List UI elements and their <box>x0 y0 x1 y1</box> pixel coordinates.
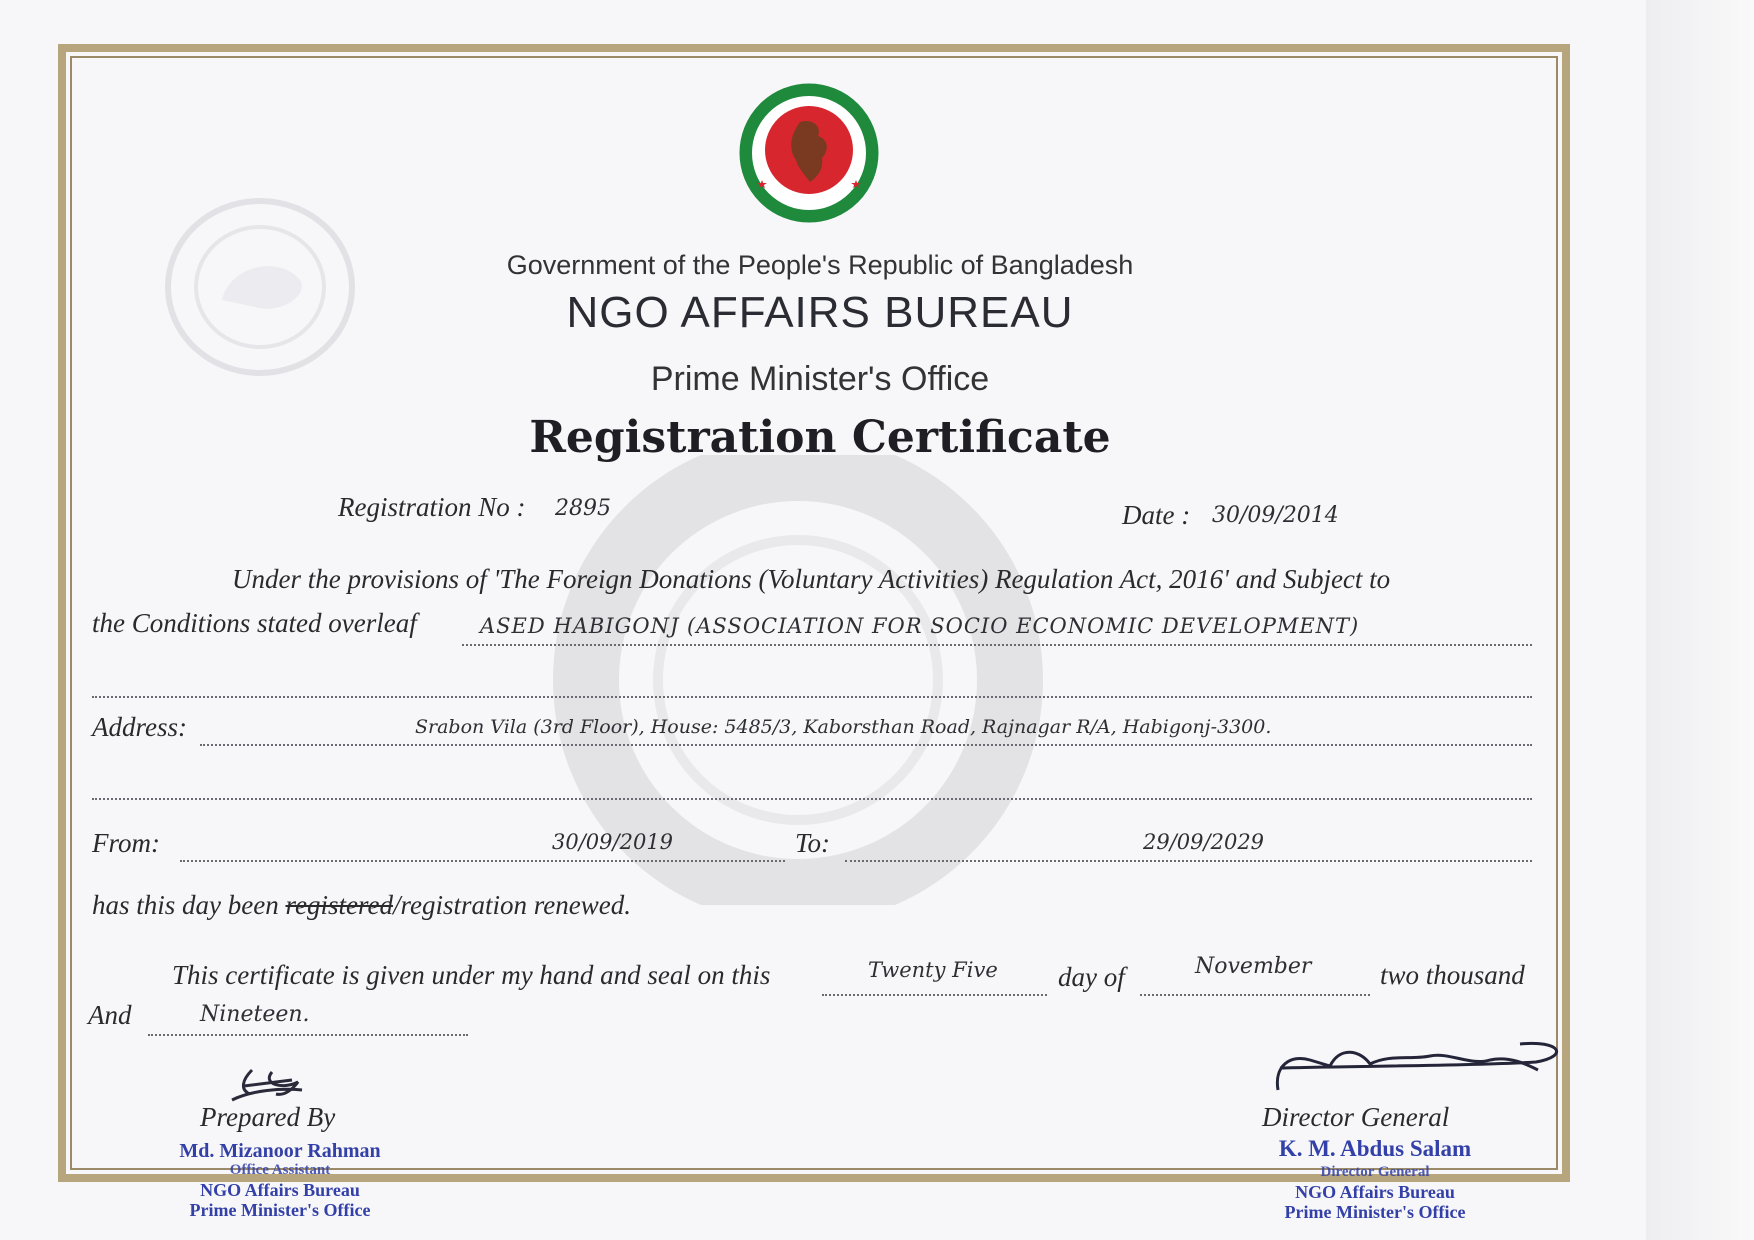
status-struck: registered <box>285 890 393 920</box>
conditions-label: the Conditions stated overleaf <box>92 608 417 638</box>
address-value: Srabon Vila (3rd Floor), House: 5485/3, Kaborsthan Road, Rajnagar R/A, Habigonj-3300. <box>415 716 1272 738</box>
year-value: Nineteen. <box>200 1002 310 1027</box>
dg-org: NGO Affairs Bureau <box>1295 1182 1455 1202</box>
government-title: Government of the People's Republic of Bangladesh <box>506 250 1134 280</box>
certificate-title: Registration Certificate <box>529 412 1111 463</box>
government-emblem-icon <box>738 82 880 224</box>
status-suffix: /registration renewed. <box>392 890 631 920</box>
from-line <box>180 860 785 862</box>
year-line <box>148 1034 468 1036</box>
dg-title: Director General <box>1320 1164 1430 1180</box>
prepared-org: NGO Affairs Bureau <box>200 1180 360 1200</box>
date-value: 30/09/2014 <box>1212 503 1339 528</box>
day-line <box>822 994 1047 996</box>
dg-signature-icon <box>1270 1036 1570 1096</box>
two-thousand-label: two thousand <box>1380 960 1525 990</box>
to-label: To: <box>795 828 831 858</box>
prepared-title: Office Assistant <box>229 1162 331 1178</box>
address-label: Address: <box>92 712 187 742</box>
organization-name: ASED HABIGONJ (ASSOCIATION FOR SOCIO ECONOMIC DEVELOPMENT) <box>480 614 1360 638</box>
office-title: Prime Minister's Office <box>650 360 990 398</box>
registration-no-label: Registration No : <box>338 492 526 522</box>
provisions-text: Under the provisions of 'The Foreign Donations (Voluntary Activities) Regulation Act, 2016' and Subject to <box>232 564 1391 594</box>
to-value: 29/09/2029 <box>1143 830 1265 854</box>
month-line <box>1140 994 1370 996</box>
dg-name: K. M. Abdus Salam <box>1278 1136 1472 1161</box>
from-label: From: <box>92 828 160 858</box>
bureau-title: NGO AFFAIRS BUREAU <box>566 288 1074 337</box>
organization-line-2 <box>92 696 1532 698</box>
organization-line <box>462 644 1532 646</box>
address-line-2 <box>92 798 1532 800</box>
day-value: Twenty Five <box>868 958 998 982</box>
status-text <box>92 890 631 921</box>
registration-no-value: 2895 <box>555 496 611 521</box>
prepared-by-label: Prepared By <box>200 1102 336 1132</box>
month-value: November <box>1195 954 1312 979</box>
prepared-name: Md. Mizanoor Rahman <box>179 1140 381 1162</box>
dg-office: Prime Minister's Office <box>1284 1202 1466 1222</box>
from-value: 30/09/2019 <box>552 830 674 854</box>
date-label: Date : <box>1122 500 1191 530</box>
given-text: This certificate is given under my hand and seal on this <box>172 960 771 990</box>
dg-label: Director General <box>1262 1102 1450 1132</box>
address-line <box>200 744 1532 746</box>
status-prefix: has this day been <box>92 890 286 920</box>
prepared-office: Prime Minister's Office <box>189 1200 371 1220</box>
to-line <box>845 860 1532 862</box>
scan-edge <box>1646 0 1754 1240</box>
and-label: And <box>88 1000 132 1030</box>
prepared-signature-icon <box>222 1060 312 1104</box>
day-of-label: day of <box>1058 962 1125 992</box>
